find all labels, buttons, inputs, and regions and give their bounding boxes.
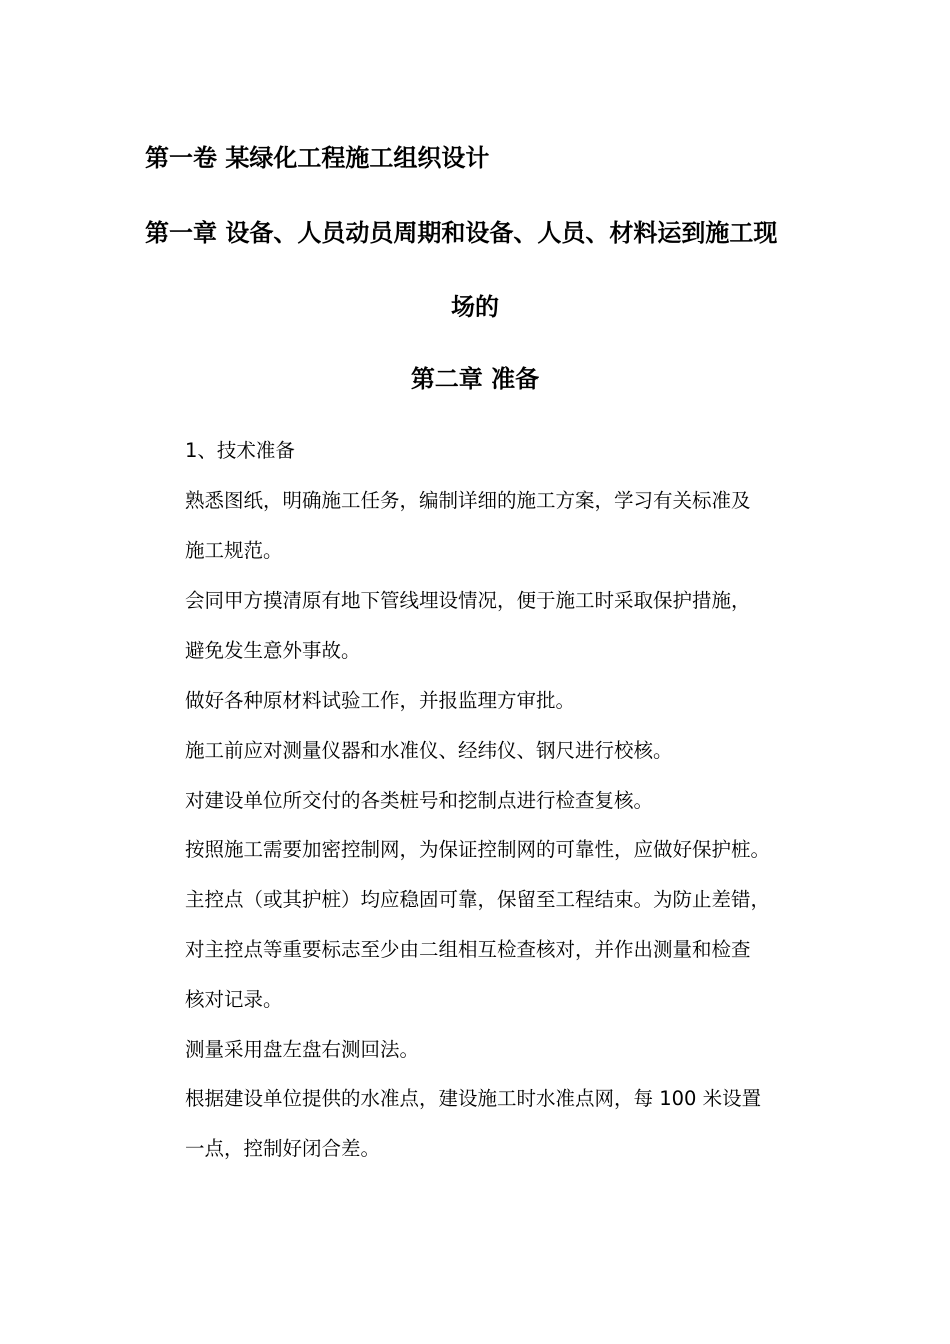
paragraph-line: 熟悉图纸，明确施工任务，编制详细的施工方案，学习有关标准及 (185, 489, 751, 512)
paragraph-line: 一点，控制好闭合差。 (185, 1137, 381, 1160)
paragraph-line: 对建设单位所交付的各类桩号和挖制点进行检查复核。 (185, 789, 654, 812)
chapter2-title: 第二章 准备 (410, 365, 540, 393)
chapter1-title-line2: 场的 (451, 293, 499, 321)
section-heading: 1、技术准备 (185, 439, 295, 462)
paragraph-line: 避免发生意外事故。 (185, 639, 361, 662)
paragraph-line: 对主控点等重要标志至少由二组相互检查核对，并作出测量和检查 (185, 938, 751, 961)
paragraph-line: 根据建设单位提供的水准点，建设施工时水准点网，每 100 米设置 (185, 1087, 762, 1110)
paragraph-line: 按照施工需要加密控制网，为保证控制网的可靠性，应做好保护桩。 (185, 838, 771, 861)
paragraph-line: 核对记录。 (185, 988, 283, 1011)
paragraph-line: 主控点（或其护桩）均应稳固可靠，保留至工程结束。为防止差错， (185, 888, 771, 911)
chapter1-title-line1: 第一章 设备、人员动员周期和设备、人员、材料运到施工现 (145, 219, 778, 247)
paragraph-line: 施工规范。 (185, 539, 283, 562)
volume-title: 第一卷 某绿化工程施工组织设计 (145, 144, 490, 172)
paragraph-line: 做好各种原材料试验工作，并报监理方审批。 (185, 689, 576, 712)
paragraph-line: 会同甲方摸清原有地下管线埋设情况，便于施工时采取保护措施， (185, 589, 751, 612)
paragraph-line: 施工前应对测量仪器和水准仪、经纬仪、钢尺进行校核。 (185, 739, 673, 762)
paragraph-line: 测量采用盘左盘右测回法。 (185, 1038, 420, 1061)
